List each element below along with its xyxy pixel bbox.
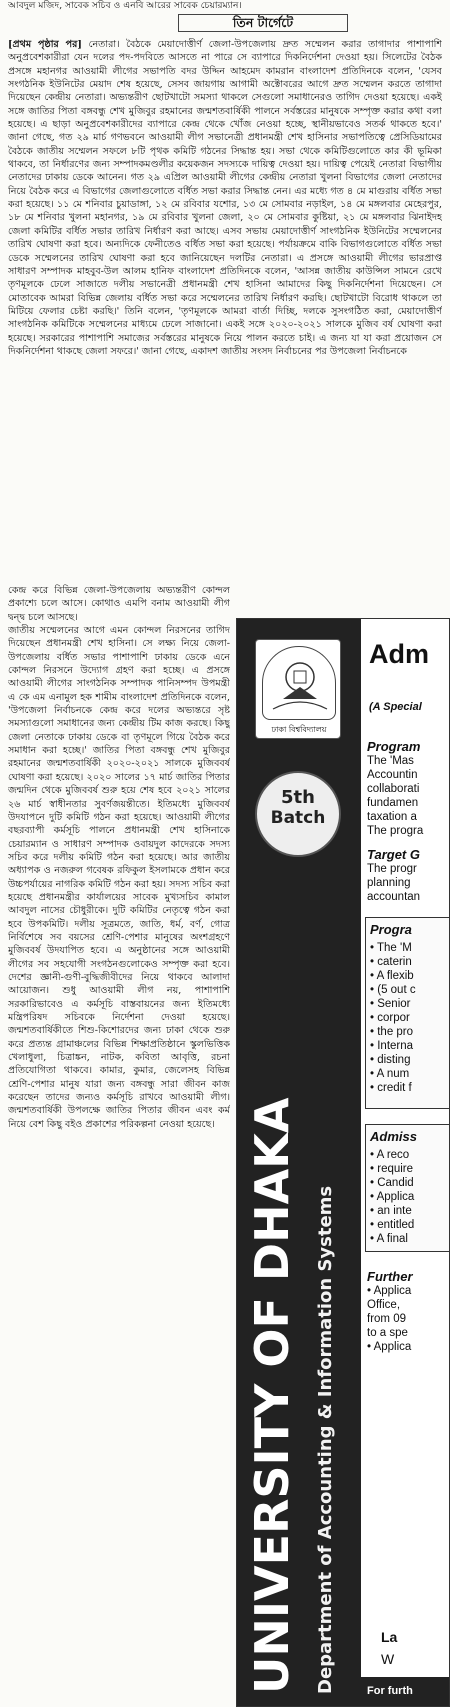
program-section <box>367 739 423 838</box>
article-lead: [প্রথম পৃষ্ঠার পর] <box>8 39 82 50</box>
target-line: accountan <box>367 891 421 903</box>
feature-item: • (5 out c <box>370 983 450 997</box>
program-line: collaborati <box>367 783 420 795</box>
program-line: The 'Mas <box>367 755 414 767</box>
further-line: from 09 <box>367 1313 406 1325</box>
admission-item: • entitled <box>370 1218 450 1232</box>
ad-sidebar <box>237 619 361 1707</box>
program-line: Accountin <box>367 769 418 781</box>
target-line: The progr <box>367 863 417 875</box>
admission-item: • an inte <box>370 1204 450 1218</box>
feature-item: • caterin <box>370 955 450 969</box>
university-logo <box>255 639 341 739</box>
vertical-department-title: Department of Accounting & Information Systems <box>315 1185 336 1694</box>
ad-main <box>361 619 450 1707</box>
article-top-line: আবদুল মজিদ, সাবেক সচিব ও এনবি আরের সাবেক চেয়ারম্যান। <box>8 0 242 11</box>
column-paragraph: কেন্দ্র করে বিভিন্ন জেলা-উপজেলায় অভ্যন্তরীণ কোন্দল প্রকাশ্যে চলে আসে। কোথাও এমপি বনাম আওয়ামী লীগ দ্বন্দ্ব চলে আসছে। <box>8 585 230 623</box>
last-date-label: La <box>381 1629 398 1645</box>
article-body <box>8 38 442 582</box>
feature-item: • The 'M <box>370 941 450 955</box>
article-body-text: নেতারা। বৈঠকে মেয়াদোত্তীর্ণ জেলা-উপজেলায় দ্রুত সম্মেলন করার তাগাদার পাশাপাশি অনুপ্রবেশকারীরা যেন দলের পদ-পদবিতে আসতে না পারে সে ব্যাপারে দিকনির্দেশনা দেওয়া হয়। সিলেটের বৈঠক প্রসঙ্গে মহানগর আওয়ামী লীগের সভাপতি বদর উদ্দিন আহমেদ কামরান বাংলাদেশ প্রতিদিনকে বলেন, 'যেসব সংগঠনিক ইউনিটের মেয়াদ শেষ হয়েছে, সেসব জায়গায় আগামী অক্টোবরের আগে দ্রুত সম্মেলন করতে তাগাদা দিয়েছেন কেন্দ্রীয় নেতারা। অভ্যন্তরীণ ছোটখাটো সমস্যা থাকলে সেগুলো সমাধানেরও তাগিদ দেওয়া হয়েছে। একই সঙ্গে জাতির পিতা বঙ্গবন্ধু শেখ মুজিবুর রহমানের জন্মশতবার্ষিকী পালনে সর্বস্তরের মানুষকে সম্পৃক্ত করার কথা বলা হয়েছে। এ ছাড়া অনুপ্রবেশকারীদের ব্যাপারে কেন্দ্র থেকে খোঁজ নেওয়া হচ্ছে, স্থানীয়ভাবেও সতর্ক থাকতে হবে।' জানা গেছে, গত ২৯ মার্চ গণভবনে আওয়ামী লীগ সভানেত্রী প্রধানমন্ত্রী শেখ হাসিনার সভাপতিত্বে প্রেসিডিয়ামের বৈঠকে জাতীয় সম্মেলন সফলে ৮টি পৃথক কমিটি গঠনের সিদ্ধান্ত হয়। সভা থেকে কমিটিগুলোতে কার কী ভূমিকা থাকবে, তা নির্ধারণের জন্য সম্পাদকমণ্ডলীর কয়েকজন সদস্যকে দায়িত্ব দেওয়া হয়। দায়িত্ব পেয়েই নেতারা বিভাগীয় নেতাদের ঢাকায় ডেকে আনেন। গত ২৯ এপ্রিল আওয়ামী লীগের কেন্দ্রীয় নেতারা খুলনা বিভাগের জেলা নেতাদের নিয়ে বৈঠক করে এ বিভাগের জেলাগুলোতে বর্ধিত সভা করার সিদ্ধান্ত নেন। এর মধ্যে গত ৪ মে মাগুরায় বর্ধিত সভা করা হয়েছে। ১১ মে শনিবার চুয়াডাঙ্গা, ১২ মে রবিবার যশোর, ১৩ মে সোমবার নড়াইল, ১৪ মে মঙ্গলবার মেহেরপুর, ১৮ মে শনিবার খুলনা মহানগর, ১৯ মে রবিবার খুলনা জেলা, ২০ মে সোমবার কুষ্টিয়া, ২১ মে মঙ্গলবার ঝিনাইদহ জেলা কমিটির বর্ধিত সভার তারিখ নির্ধারণ করা আছে। এসব সভায় মেয়াদোত্তীর্ণ সাংগঠনিক ইউনিটের সম্মেলনের তারিখ ঘোষণা করা হবে। অন্যদিকে ফেনীতেও বর্ধিত সভা করা হয়েছে। পর্যায়ক্রমে বাকি বিভাগগুলোতে বর্ধিত সভা ডেকে সম্মেলনের তারিখ ঘোষণা করা হবে জানিয়েছেন দলটির নেতারা। এ প্রসঙ্গে আওয়ামী লীগের ভারপ্রাপ্ত সাধারণ সম্পাদক মাহবুব-উল আলম হানিফ বাংলাদেশ প্রতিদিনকে বলেন, 'আসন্ন জাতীয় কাউন্সিল সামনে রেখে তৃণমূলকে ঢেলে সাজাতে দলীয় সভানেত্রী প্রধানমন্ত্রী শেখ হাসিনা আমাদের কিছু দিকনির্দেশনা দিয়েছেন। সে মোতাবেক আমরা বিভিন্ন জেলায় বর্ধিত সভা করে সম্মেলনের তারিখ নির্ধারণ করছি। ছোটখাটো বিরোধ থাকলে তা মিটিয়ে ফেলার চেষ্টা করছি।' তিনি বলেন, 'তৃণমূলকে আমরা বার্তা দিচ্ছি, দলকে সুসংগঠিত করা, মেয়াদোত্তীর্ণ সাংগঠনিক কমিটিকে সম্মেলনের মাধ্যমে ঢেলে সাজানো। একই সঙ্গে ২০২০-২০২১ সালকে মুজিব বর্ষ ঘোষণা করা হয়েছে। সরকারের পাশাপাশি সমাজের সর্বস্তরের মানুষকে নিয়ে পালন করতে চাই। এ জন্য যা যা করা প্রয়োজন সে দিকনির্দেশনা থাকছে জেলা সফরে।' জানা গেছে, একাদশ জাতীয় সংসদ নির্বাচনের পর উপজেলা নির্বাচনকে <box>8 39 442 357</box>
feature-item: • the pro <box>370 1025 450 1039</box>
program-features-box <box>365 917 450 1109</box>
admission-item: • Candid <box>370 1176 450 1190</box>
logo-emblem-icon <box>262 646 336 720</box>
admission-item: • Applica <box>370 1190 450 1204</box>
program-heading: Program <box>367 739 421 754</box>
feature-item: • Interna <box>370 1039 450 1053</box>
feature-item: • A num <box>370 1067 450 1081</box>
batch-badge <box>255 771 341 857</box>
program-line: taxation a <box>367 811 417 823</box>
batch-word: Batch <box>270 808 326 828</box>
feature-item: • disting <box>370 1053 450 1067</box>
target-line: planning <box>367 877 411 889</box>
ad-title: Adm <box>369 639 429 669</box>
program-features-heading: Progra <box>370 922 412 937</box>
ad-footer: For furth <box>361 1677 450 1707</box>
ad-subtitle: (A Special <box>369 701 422 713</box>
vertical-university-title: UNIVERSITY OF DHAKA <box>245 1097 299 1694</box>
admission-heading: Admiss <box>370 1129 417 1144</box>
admission-item: • A final <box>370 1232 450 1246</box>
feature-item: • corpor <box>370 1011 450 1025</box>
program-line: fundamen <box>367 797 419 809</box>
feature-item: • credit f <box>370 1081 450 1095</box>
column-paragraph: জাতীয় সম্মেলনের আগে এমন কোন্দল নিরসনের তাগিদ দিয়েছেন প্রধানমন্ত্রী শেখ হাসিনা। সে লক্ষ্য নিয়ে জেলা-উপজেলায় বর্ধিত সভার পাশাপাশি ঢাকায় ডেকে এনে কোন্দল নিরসনে উদ্যোগ গ্রহণ করা হচ্ছে। এ প্রসঙ্গে আওয়ামী লীগের সাংগঠনিক সম্পাদক পানিসম্পদ উপমন্ত্রী এ কে এম এনামুল হক শামীম বাংলাদেশ প্রতিদিনকে বলেন, 'উপজেলা নির্বাচনকে কেন্দ্র করে দলের অভ্যন্তরে সৃষ্ট সমস্যাগুলো সমাধানের জন্য কেন্দ্রীয় টিম কাজ করছে। কিছু জেলা নেতাকে ঢাকায় ডেকে বা তৃণমূলে গিয়ে বৈঠক করে সমাধান করা হচ্ছে।' জাতির পিতা বঙ্গবন্ধু শেখ মুজিবুর রহমানের জন্মশতবার্ষিকী ২০২০-২০২১ সালকে মুজিববর্ষ ঘোষণা করা হয়েছে। ২০২০ সালের ১৭ মার্চ জাতির পিতার জন্মদিন থেকে মুজিববর্ষ শুরু হয়ে শেষ হবে ২০২১ সালের ২৬ মার্চ স্বাধীনতার সুবর্ণজয়ন্তীতে। ইতিমধ্যে মুজিববর্ষ উদযাপনে দুটি কমিটি গঠন করা হয়েছে। আওয়ামী লীগের বছরব্যাপী কর্মসূচি পালনে প্রধানমন্ত্রী শেখ হাসিনাকে চেয়ারম্যান ও সাধারণ সম্পাদক ওবায়দুল কাদেরকে সদস্য সচিব করে দলীয় কমিটি গঠন করা হয়েছে। আর জাতীয় অধ্যাপক ও নজরুল গবেষক রফিকুল ইসলামকে প্রধান করে উচ্চপর্যায়ের নাগরিক কমিটি গঠন করা হয়। সদস্য সচিব করা হয়েছে প্রধানমন্ত্রীর কার্যালয়ের সাবেক মুখ্যসচিব কামাল আবদুল নাসের চৌধুরীকে। দুটি কমিটির নেতৃত্বে গঠন করা হবে উপকমিটি। দলীয় সূত্রমতে, জাতি, ধর্ম, বর্ণ, গোত্র নির্বিশেষে সব বয়সের শ্রেণি-পেশার মানুষের অংশগ্রহণে মুজিববর্ষ উদযাপিত হবে। এ অনুষ্ঠানের সঙ্গে আওয়ামী লীগের সব সহযোগী সংগঠনগুলোকেও সম্পৃক্ত করা হবে। দেশের জ্ঞানী-গুণী-বুদ্ধিজীবীদের নিয়ে থাকবে আলাদা আয়োজন। শুধু আওয়ামী লীগ নয়, পাশাপাশি সরকারিভাবেও এ কর্মসূচি বাস্তবায়নের জন্য ইতিমধ্যে মন্ত্রিপরিষদ সচিবকে নির্দেশনা দেওয়া হয়েছে। জন্মশতবার্ষিকীতে শিশু-কিশোরদের জন্য ঢাকা থেকে শুরু করে প্রত্যন্ত গ্রামাঞ্চলের বিভিন্ন শিক্ষাপ্রতিষ্ঠানে স্কুলভিত্তিক খেলাধুলা, চিত্রাঙ্কন, নাটক, কবিতা আবৃত্তি, রচনা প্রতিযোগিতা থাকবে। কামার, কুমার, জেলেসহ বিভিন্ন শ্রেণি-পেশার মানুষ যারা জন্য বঙ্গবন্ধু সারা জীবন কাজ করেছেন তাদের জন্যও কর্মসূচি রাখবে আওয়ামী লীগ। জন্মশতবার্ষিকী উপলক্ষে জাতির পিতার জীবন এবং কর্ম নিয়ে বেশ কিছু বইও প্রকাশের পরিকল্পনা নেওয়া হয়েছে। <box>8 625 230 1130</box>
further-line: • Applica <box>367 1285 412 1297</box>
admission-item: • require <box>370 1162 450 1176</box>
further-section <box>367 1269 413 1354</box>
article-headline: তিন টার্গেটে <box>178 14 348 32</box>
article-column <box>8 584 230 1702</box>
admission-box <box>365 1124 450 1252</box>
further-line: to a spe <box>367 1327 408 1339</box>
further-line: • Applica <box>367 1341 412 1353</box>
program-line: The progra <box>367 825 424 837</box>
feature-item: • Senior <box>370 997 450 1011</box>
last-date-line: W <box>381 1651 395 1667</box>
target-heading: Target G <box>367 847 420 862</box>
batch-number: 5th <box>281 787 315 808</box>
admission-item: • A reco <box>370 1148 450 1162</box>
further-heading: Further <box>367 1269 413 1284</box>
further-line: Office, <box>367 1299 401 1311</box>
feature-item: • A flexib <box>370 969 450 983</box>
advertisement <box>236 618 450 1707</box>
logo-caption: ঢাকা বিশ্ববিদ্যালয় <box>271 725 327 734</box>
target-section <box>367 847 420 904</box>
